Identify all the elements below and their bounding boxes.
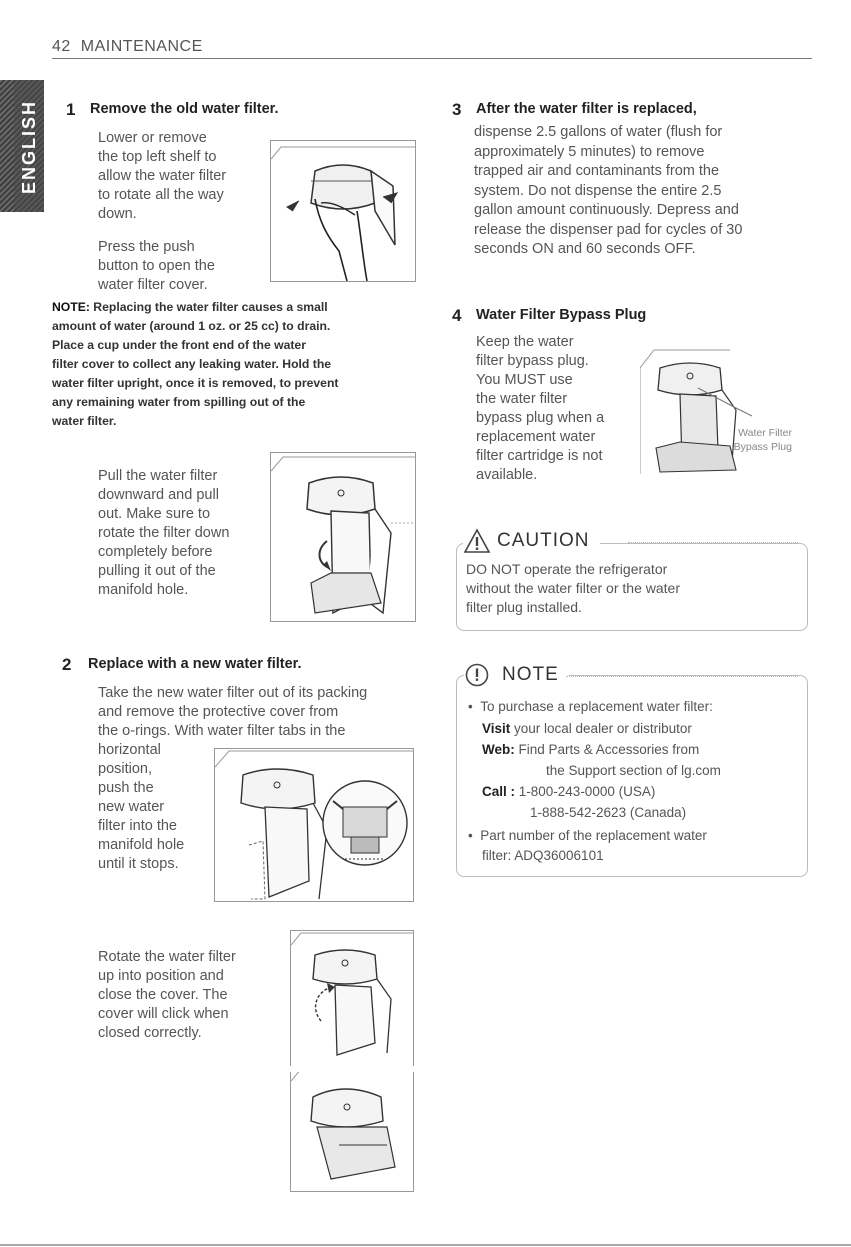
- text-line: cover will click when: [98, 1006, 229, 1022]
- text-line: dispense 2.5 gallons of water (flush for: [474, 124, 723, 140]
- web-text: Find Parts & Accessories from: [514, 742, 700, 757]
- step1-note: [52, 298, 422, 431]
- filter-cover-illustration: [271, 141, 415, 281]
- step3-title: After the water filter is replaced,: [476, 101, 697, 117]
- text-line: and remove the protective cover from: [98, 704, 339, 720]
- bullet-text: To purchase a replacement water filter:: [480, 699, 713, 714]
- text-line: close the cover. The: [98, 987, 228, 1003]
- text-line: filter plug installed.: [466, 599, 582, 615]
- text-line: release the dispenser pad for cycles of 30: [474, 221, 743, 238]
- web-label: Web:: [482, 742, 515, 757]
- bullet-text: Part number of the replacement water: [480, 828, 707, 843]
- warning-triangle-icon: [463, 528, 491, 554]
- filter-removal-illustration: [271, 453, 415, 621]
- caution-header: [463, 526, 600, 556]
- text-line: Take the new water filter out of its packing: [98, 685, 368, 701]
- note-line: any remaining water from spilling out of the: [52, 395, 306, 409]
- text-line: allow the water filter: [98, 168, 227, 184]
- text-line: the o-rings. With water filter tabs in the: [98, 723, 346, 739]
- text-line: new water: [98, 799, 165, 815]
- step2-paragraph1: [98, 684, 438, 741]
- filter-close-illustration: [291, 931, 413, 1191]
- text-line: filter into the: [98, 818, 177, 834]
- text-line: system. Do not dispense the entire 2.5: [474, 182, 722, 199]
- text-line: filter bypass plug.: [476, 353, 589, 369]
- text-line: seconds ON and 60 seconds OFF.: [474, 241, 696, 257]
- call-label: Call :: [482, 784, 516, 799]
- text-line: water filter cover.: [98, 277, 208, 293]
- step4-paragraph: [476, 333, 651, 485]
- caution-title: CAUTION: [491, 530, 596, 552]
- text-line: DO NOT operate the refrigerator: [466, 561, 668, 577]
- note-call-line-2: 1-888-542-2623 (Canada): [530, 805, 687, 820]
- text-line: until it stops.: [98, 856, 179, 872]
- label-line: Water Filter: [738, 427, 792, 439]
- text-line: the water filter: [476, 391, 568, 407]
- text-line: to rotate all the way: [98, 187, 224, 203]
- text-line: push the: [98, 780, 154, 796]
- note-line: water filter upright, once it is removed, to prevent: [52, 376, 339, 390]
- note-text: Replacing the water filter causes a small: [89, 300, 328, 314]
- note-title: NOTE: [496, 664, 565, 686]
- filter-insert-illustration: [215, 749, 413, 901]
- text-line: manifold hole: [98, 837, 185, 853]
- text-line: pulling it out of the: [98, 563, 216, 579]
- text-line: down.: [98, 206, 137, 222]
- text-line: available.: [476, 467, 538, 483]
- step2-paragraph2: [98, 948, 288, 1043]
- text-line: button to open the: [98, 258, 215, 274]
- text-line: Pull the water filter: [98, 468, 218, 484]
- step1-paragraph2: [98, 238, 268, 295]
- step2-title: Replace with a new water filter.: [88, 656, 302, 672]
- text-line: You MUST use: [476, 372, 573, 388]
- note-call-line: [482, 782, 802, 802]
- step3-paragraph: [474, 123, 804, 260]
- step1-title: Remove the old water filter.: [90, 101, 279, 117]
- step4-title: Water Filter Bypass Plug: [476, 307, 647, 323]
- section-title: MAINTENANCE: [80, 38, 203, 55]
- note-web-line-2: the Support section of lg.com: [546, 763, 721, 778]
- note-visit-line: [482, 719, 802, 739]
- text-line: Rotate the water filter: [98, 949, 236, 965]
- step1-number: 1: [66, 100, 76, 119]
- text-line: Press the push: [98, 239, 195, 255]
- text-line: Lower or remove: [98, 130, 207, 146]
- bullet-dot: •: [468, 828, 473, 843]
- text-line: replacement water: [476, 429, 596, 445]
- text-line: trapped air and contaminants from the: [474, 163, 720, 179]
- figure-rotate-close: [290, 930, 414, 1192]
- text-line: manifold hole.: [98, 582, 189, 598]
- step3-number: 3: [452, 100, 462, 119]
- text-line: the top left shelf to: [98, 149, 217, 165]
- bullet-text: filter: ADQ36006101: [482, 848, 604, 863]
- text-line: position,: [98, 761, 153, 777]
- text-line: downward and pull: [98, 487, 219, 503]
- figure-pull-filter: [270, 452, 416, 622]
- figure-insert-filter: [214, 748, 414, 902]
- note-line: water filter.: [52, 414, 117, 428]
- text-line: approximately 5 minutes) to remove: [474, 143, 705, 160]
- bypass-plug-label: [728, 426, 792, 454]
- language-tab-label: ENGLISH: [19, 100, 39, 195]
- caution-title-rule: [628, 542, 798, 544]
- text-line: out. Make sure to: [98, 506, 211, 522]
- note-bullet-1: [468, 697, 798, 717]
- text-line: gallon amount continuously. Depress and: [474, 202, 739, 218]
- text-line: completely before: [98, 544, 213, 560]
- note-line: filter cover to collect any leaking water. Hold the: [52, 357, 332, 371]
- text-line: filter cartridge is not: [476, 448, 603, 464]
- note-header: [464, 659, 569, 691]
- note-label: NOTE:: [52, 300, 90, 314]
- step2-paragraph1b: [98, 741, 218, 874]
- step1-paragraph1: [98, 129, 268, 224]
- page-number: 42: [52, 38, 71, 55]
- label-line: Bypass Plug: [733, 441, 792, 453]
- page-header: [52, 38, 203, 56]
- text-line: horizontal: [98, 742, 161, 758]
- bottom-rule: [0, 1244, 851, 1246]
- figure-gap: [290, 1066, 414, 1072]
- visit-label: Visit: [482, 721, 511, 736]
- note-title-rule: [566, 676, 798, 678]
- caution-text: [466, 560, 786, 617]
- text-line: Keep the water: [476, 334, 574, 350]
- call-text: 1-800-243-0000 (USA): [515, 784, 656, 799]
- header-rule: [52, 58, 812, 59]
- exclamation-circle-icon: [464, 662, 490, 688]
- bullet-dot: •: [468, 699, 473, 714]
- note-bullet-2: [468, 826, 798, 866]
- text-line: up into position and: [98, 968, 224, 984]
- note-line: Place a cup under the front end of the water: [52, 338, 306, 352]
- text-line: bypass plug when a: [476, 410, 605, 426]
- text-line: without the water filter or the water: [466, 580, 680, 596]
- figure-open-cover: [270, 140, 416, 282]
- note-line: amount of water (around 1 oz. or 25 cc) to drain.: [52, 319, 331, 333]
- text-line: closed correctly.: [98, 1025, 202, 1041]
- note-web-line: [482, 740, 802, 760]
- step4-number: 4: [452, 306, 462, 325]
- note-line-1: [52, 298, 422, 317]
- step2-number: 2: [62, 655, 72, 674]
- text-line: rotate the filter down: [98, 525, 230, 541]
- step1-paragraph3: [98, 467, 268, 600]
- visit-text: your local dealer or distributor: [510, 721, 692, 736]
